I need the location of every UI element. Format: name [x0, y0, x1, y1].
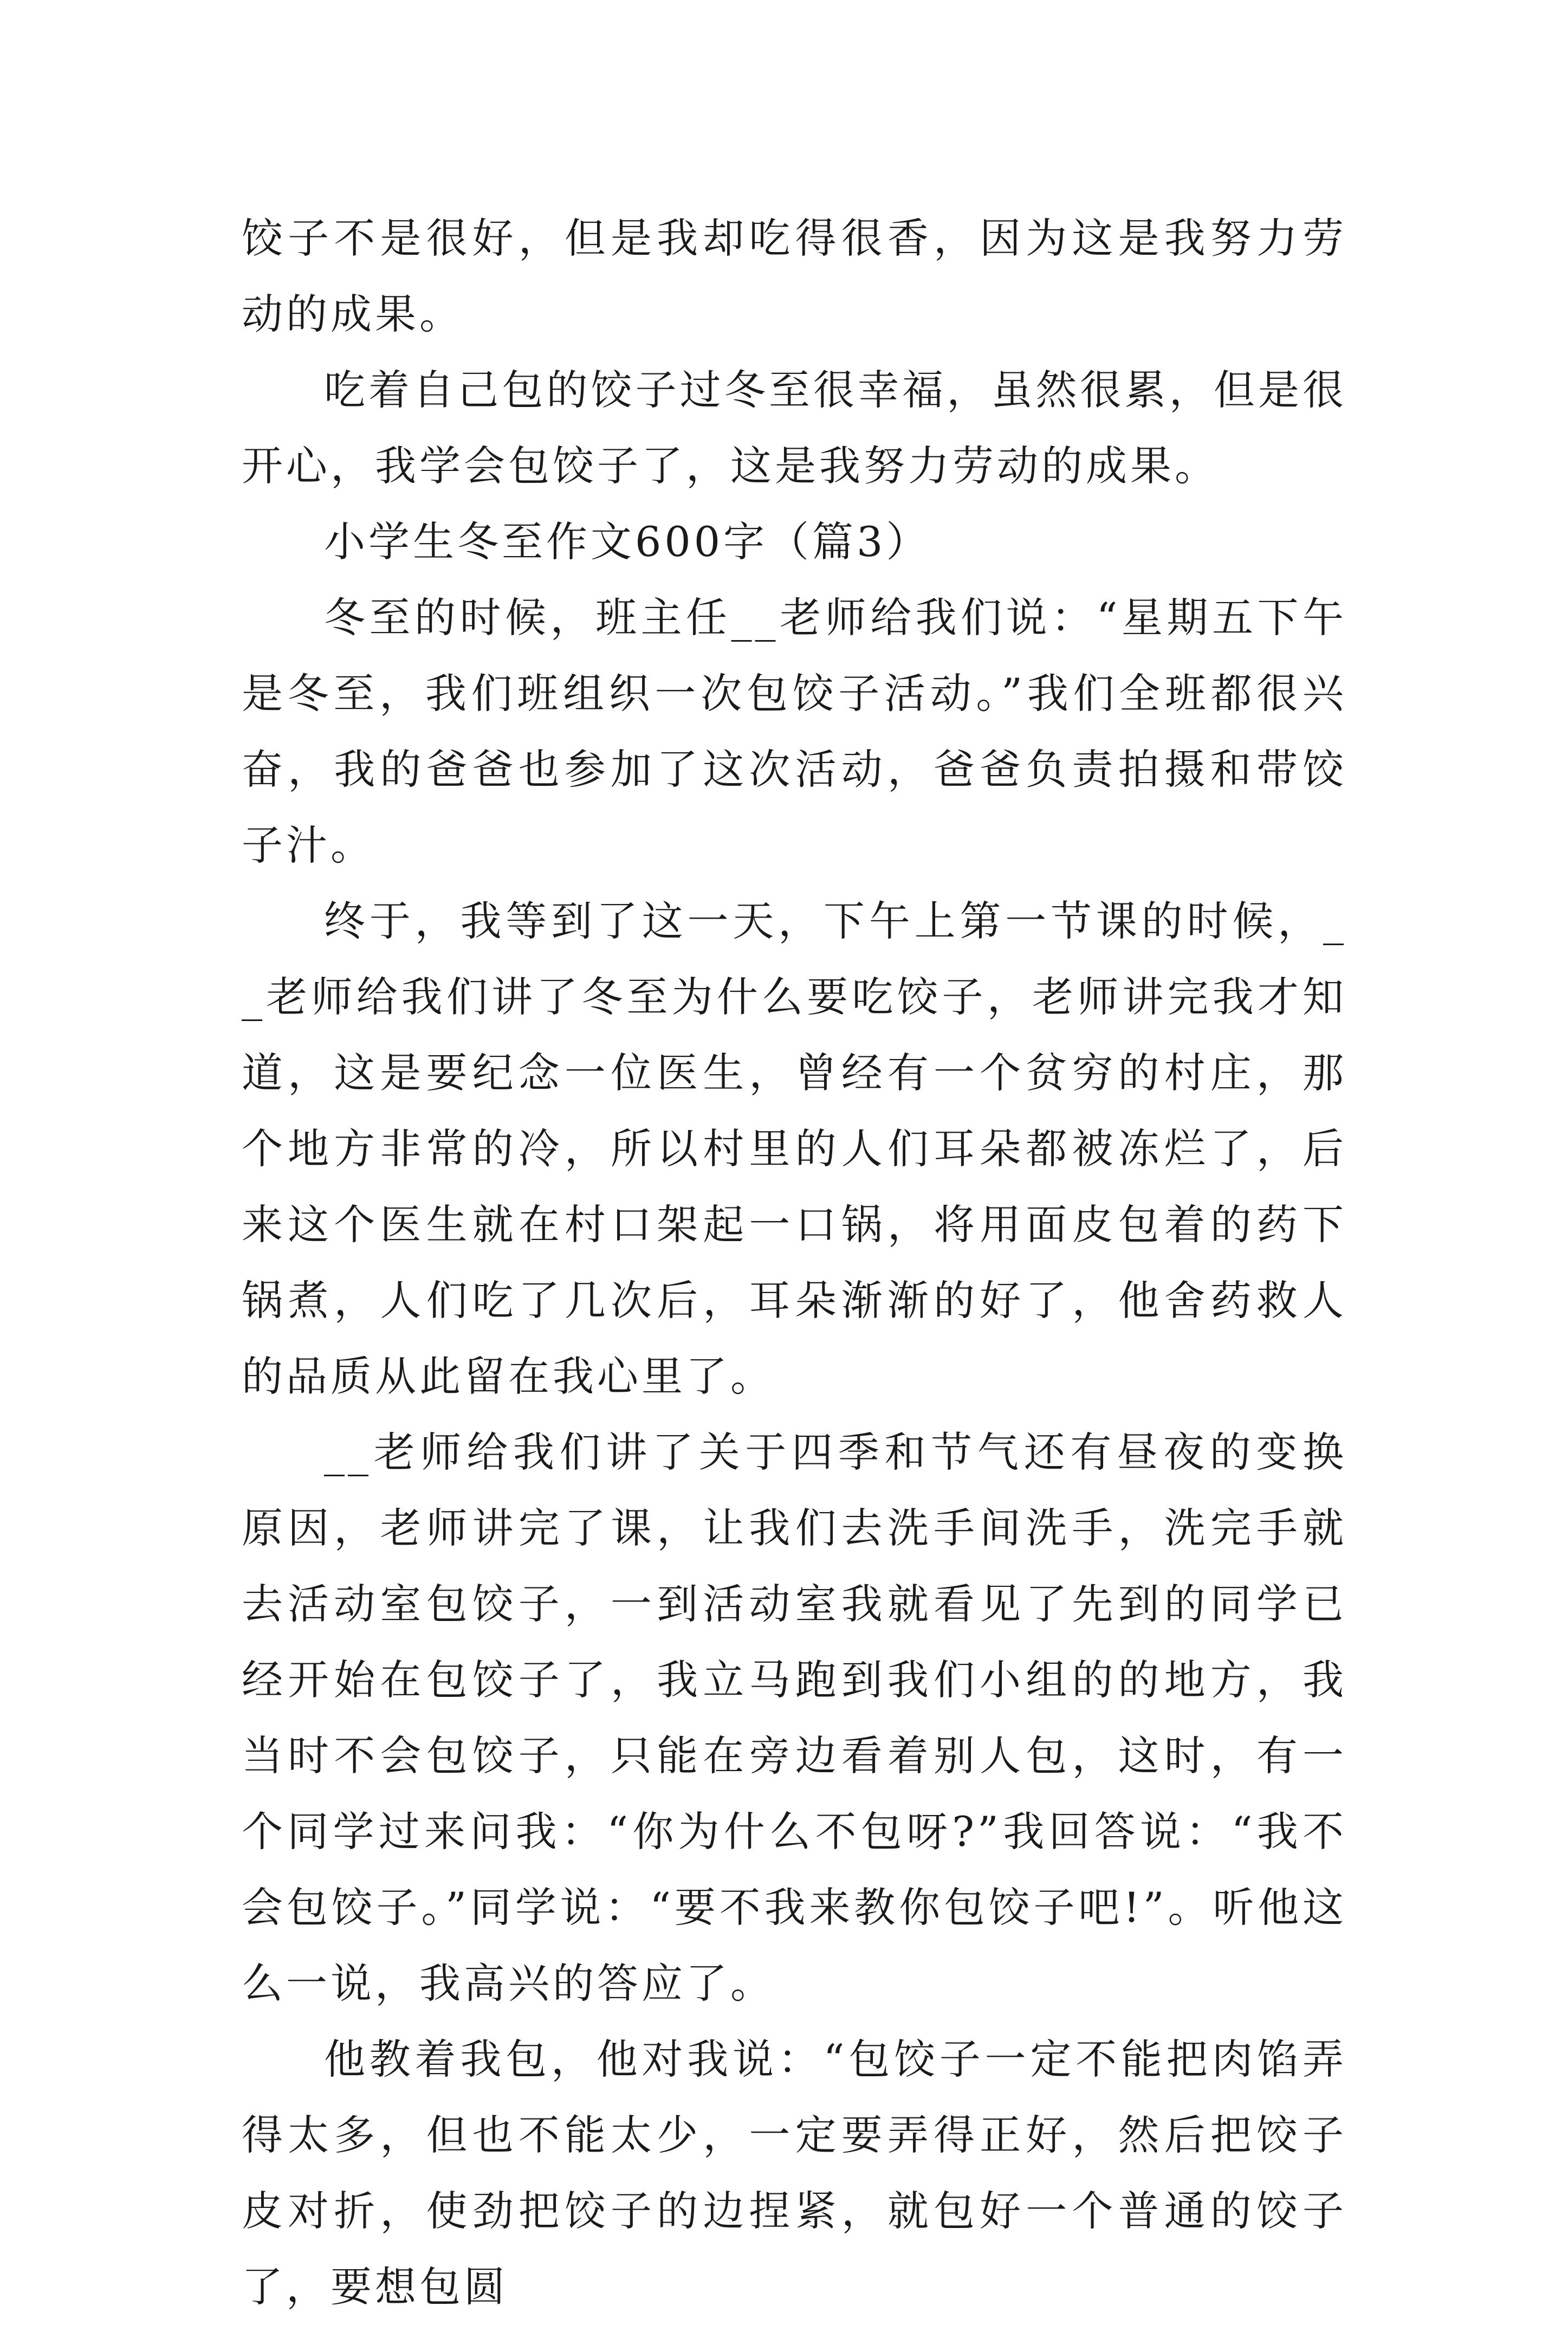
- paragraph-conclusion: 吃着自己包的饺子过冬至很幸福，虽然很累，但是很开心，我学会包饺子了，这是我努力劳动的成果。: [242, 366, 1347, 490]
- paragraph-body-1: 冬至的时候，班主任__老师给我们说：“星期五下午是冬至，我们班组织一次包饺子活动。”我们全班都很兴奋，我的爸爸也参加了这次活动，爸爸负责拍摄和带饺子汁。: [242, 593, 1347, 869]
- section-title: 小学生冬至作文600字（篇3）: [324, 518, 931, 566]
- paragraph-continued: 饺子不是很好，但是我却吃得很香，因为这是我努力劳动的成果。: [242, 214, 1347, 338]
- document-body: [242, 201, 1347, 2325]
- paragraph-body-2: 终于，我等到了这一天，下午上第一节课的时候，__老师给我们讲了冬至为什么要吃饺子，老师讲完我才知道，这是要纪念一位医生，曾经有一个贫穷的村庄，那个地方非常的冷，所以村里的人们耳朵都被冻烂了，后来这个医生就在村口架起一口锅，将用面皮包着的药下锅煮，人们吃了几次后，耳朵渐渐的好了，他舍药救人的品质从此留在我心里了。: [242, 897, 1347, 1400]
- paragraph-body-3: __老师给我们讲了关于四季和节气还有昼夜的变换原因，老师讲完了课，让我们去洗手间洗手，洗完手就去活动室包饺子，一到活动室我就看见了先到的同学已经开始在包饺子了，我立马跑到我们小组的的地方，我当时不会包饺子，只能在旁边看着别人包，这时，有一个同学过来问我：“你为什么不包呀?”我回答说：“我不会包饺子。”同学说：“要不我来教你包饺子吧!”。听他这么一说，我高兴的答应了。: [242, 1428, 1347, 2007]
- paragraph-body-4: 他教着我包，他对我说：“包饺子一定不能把肉馅弄得太多，但也不能太少，一定要弄得正好，然后把饺子皮对折，使劲把饺子的边捏紧，就包好一个普通的饺子了，要想包圆: [242, 2035, 1347, 2311]
